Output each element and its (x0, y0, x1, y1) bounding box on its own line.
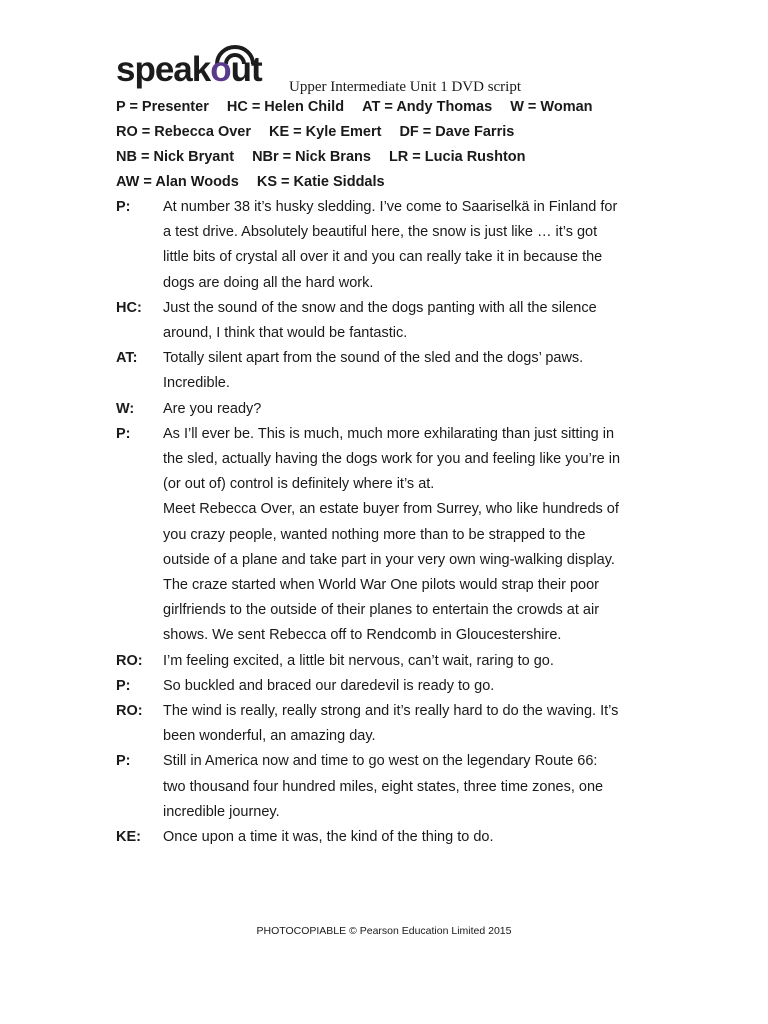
script-turn (116, 749, 656, 825)
speaker-label: HC: (116, 299, 142, 316)
dialogue-line: the sled, actually having the dogs work for you and feeling like you’re in (163, 451, 621, 468)
speaker-key-entry: P = Presenter (116, 99, 209, 115)
speaker-key-entry: HC = Helen Child (226, 99, 345, 115)
dialogue-line: I’m feeling excited, a little bit nervous, can’t wait, raring to go. (163, 652, 554, 669)
speaker-label: P: (116, 425, 131, 442)
dvd-script (116, 195, 656, 850)
dialogue-text (163, 674, 656, 699)
speaker-label: KE: (116, 829, 141, 846)
dialogue-line: around, I think that would be fantastic. (163, 325, 408, 342)
speaker-label: P: (116, 199, 131, 215)
dialogue-text (163, 346, 656, 396)
dialogue-line: Just the sound of the snow and the dogs panting with all the silence (163, 299, 597, 316)
speaker-key-entry: W = Woman (510, 99, 593, 115)
dialogue-text (163, 296, 656, 346)
speaker-key-entry: RO = Rebecca Over (116, 124, 252, 140)
dialogue-line: Once upon a time it was, the kind of the thing to do. (163, 829, 494, 846)
footer-copyright: PHOTOCOPIABLE © Pearson Education Limited 2015 (256, 925, 512, 937)
dialogue-line: Are you ready? (163, 400, 262, 417)
dialogue-line: you crazy people, wanted nothing more than to be strapped to the (163, 526, 586, 543)
speaker-label: P: (116, 753, 131, 770)
dialogue-line: Incredible. (163, 375, 230, 392)
script-turn (116, 296, 656, 346)
page-header (116, 42, 556, 98)
speaker-key-row (116, 120, 676, 145)
dialogue-line: little bits of crystal all over it and you can really take it in because the (163, 249, 603, 266)
script-turn (116, 649, 656, 674)
logo-wordmark: speakout (116, 50, 262, 89)
dialogue-line: So buckled and braced our daredevil is ready to go. (163, 677, 495, 694)
speaker-label: W: (116, 400, 135, 417)
speakout-logo (116, 42, 278, 92)
dialogue-line: Meet Rebecca Over, an estate buyer from Surrey, who like hundreds of (163, 501, 619, 518)
speaker-key-row (116, 145, 676, 170)
dialogue-line: two thousand four hundred miles, eight states, three time zones, one (163, 778, 604, 795)
speaker-key-entry: KS = Katie Siddals (256, 174, 385, 190)
dialogue-text (163, 749, 656, 825)
dialogue-line: outside of a plane and take part in your very own wing-walking display. (163, 551, 615, 568)
speaker-key-entry: NB = Nick Bryant (116, 149, 235, 165)
dialogue-line: Totally silent apart from the sound of the sled and the dogs’ paws. (163, 350, 584, 367)
dialogue-text (163, 422, 656, 649)
speaker-label: AT: (116, 350, 138, 367)
script-turn (116, 346, 656, 396)
speaker-label: RO: (116, 703, 143, 720)
script-turn (116, 397, 656, 422)
speaker-key-entry: NBr = Nick Brans (252, 149, 371, 165)
dialogue-text (163, 649, 656, 674)
script-turn (116, 195, 656, 296)
speaker-key-row (116, 95, 676, 120)
dialogue-line: (or out of) control is definitely where it’s at. (163, 476, 435, 493)
dialogue-text (163, 825, 656, 850)
script-turn (116, 699, 656, 749)
dialogue-text (163, 397, 656, 422)
speaker-key-entry: AT = Andy Thomas (362, 99, 493, 115)
speaker-label: P: (116, 677, 131, 694)
dialogue-text (163, 195, 656, 296)
dialogue-line: Still in America now and time to go west on the legendary Route 66: (163, 753, 598, 770)
script-turn (116, 825, 656, 850)
dialogue-line: a test drive. Absolutely beautiful here, the snow is just like … it’s got (163, 224, 598, 241)
speaker-key (116, 95, 676, 195)
dialogue-line: The wind is really, really strong and it’s really hard to do the waving. It’s (163, 703, 619, 720)
dialogue-line: As I’ll ever be. This is much, much more exhilarating than just sitting in (163, 425, 615, 442)
script-turn (116, 422, 656, 649)
dialogue-line: dogs are doing all the hard work. (163, 274, 374, 291)
speaker-label: RO: (116, 652, 143, 669)
speaker-key-entry: AW = Alan Woods (116, 174, 239, 190)
speaker-key-entry: LR = Lucia Rushton (388, 149, 526, 165)
speaker-key-entry: DF = Dave Farris (399, 124, 515, 140)
dialogue-line: At number 38 it’s husky sledding. I’ve come to Saariselkä in Finland for (163, 199, 618, 215)
dialogue-line: been wonderful, an amazing day. (163, 728, 376, 745)
dialogue-line: shows. We sent Rebecca off to Rendcomb in Gloucestershire. (163, 627, 562, 644)
dialogue-text (163, 699, 656, 749)
dialogue-line: incredible journey. (163, 803, 280, 820)
dialogue-line: The craze started when World War One pilots would strap their poor (163, 577, 599, 594)
document-subtitle: Upper Intermediate Unit 1 DVD script (289, 79, 522, 95)
speaker-key-entry: KE = Kyle Emert (269, 124, 382, 140)
dialogue-line: girlfriends to the outside of their planes to entertain the crowds at air (163, 602, 600, 619)
script-turn (116, 674, 656, 699)
speaker-key-row (116, 170, 676, 195)
